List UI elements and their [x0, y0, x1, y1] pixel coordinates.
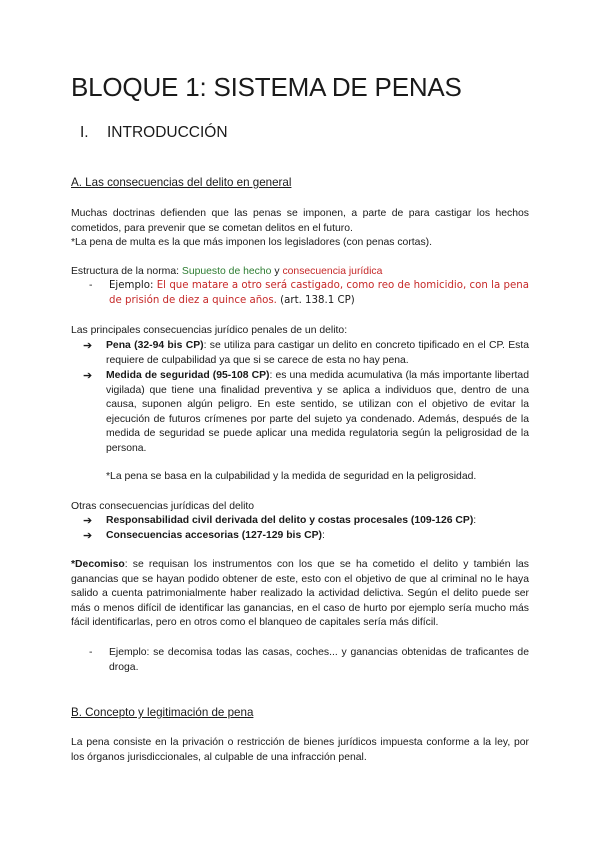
arrow-icon: ➔ — [83, 370, 93, 382]
page-title: BLOQUE 1: SISTEMA DE PENAS — [71, 72, 462, 102]
ejemplo-decomiso — [71, 646, 529, 675]
subsection-a-heading: A. Las consecuencias del delito en general — [71, 176, 292, 189]
subsection-b-heading: B. Concepto y legitimación de pena — [71, 706, 254, 719]
consecuencia-juridica: consecuencia jurídica — [282, 266, 383, 277]
accesorias-label: Consecuencias accesorias (127-129 bis CP) — [106, 530, 323, 541]
section-label: INTRODUCCIÓN — [107, 124, 228, 141]
arrow-icon: ➔ — [83, 530, 93, 542]
medida-description: : es una medida acumulativa (la más importante libertad vigilada) que tiene una finalidad preventiva y se aplica a individuos que, dentro de una causa, suponen algún peligro. En este sentido, se utilizan con el objetivo de evitar la ejecución de futuros crímenes por parte del sujeto ya condenado. Además, después de la medida de seguridad se puede aplicar una medida regulatoria según la peligrosidad de la persona. — [106, 370, 529, 454]
list-item-responsabilidad — [71, 514, 529, 529]
arrow-icon: ➔ — [83, 515, 93, 527]
otras-consecuencias-intro: Otras consecuencias jurídicas del delito — [71, 501, 255, 512]
ejemplo-homicidio-text — [109, 279, 529, 308]
responsabilidad-text — [106, 514, 529, 529]
accesorias-text — [106, 529, 529, 544]
ejemplo-quote: El que matare a otro será castigado, como reo de homicidio, con la pena de prisión de diez a quince años. — [109, 280, 529, 306]
dash-bullet: - — [89, 280, 93, 291]
estructura-and: y — [271, 266, 283, 277]
list-item-medida — [71, 369, 529, 457]
estructura-prefix: Estructura de la norma: — [71, 266, 182, 277]
decomiso-label: *Decomiso — [71, 559, 125, 570]
section-heading-introduccion — [80, 124, 228, 142]
principales-intro: Las principales consecuencias jurídico penales de un delito: — [71, 325, 348, 336]
ejemplo-ref: (art. 138.1 CP) — [276, 294, 355, 306]
responsabilidad-colon: : — [473, 515, 477, 526]
ejemplo-prefix: Ejemplo: — [109, 280, 157, 291]
paragraph-doctrinas: Muchas doctrinas defienden que las penas se imponen, a parte de para castigar los hechos cometidos, para prevenir que se cometan delitos en el futuro. — [71, 208, 529, 234]
list-item-accesorias — [71, 529, 529, 544]
ejemplo-homicidio — [71, 279, 529, 308]
paragraph-concepto-pena: La pena consiste en la privación o restricción de bienes jurídicos impuesta conforme a la ley, por los órganos jurisdiccionales, al culpable de una infracción penal. — [71, 737, 529, 763]
responsabilidad-label: Responsabilidad civil derivada del delito y costas procesales (109-126 CP) — [106, 515, 474, 526]
note-culpabilidad: *La pena se basa en la culpabilidad y la medida de seguridad en la peligrosidad. — [106, 471, 477, 482]
pena-label: Pena (32-94 bis CP) — [106, 340, 204, 351]
medida-label: Medida de seguridad (95-108 CP) — [106, 370, 270, 381]
supuesto-de-hecho: Supuesto de hecho — [181, 266, 272, 277]
accesorias-colon: : — [322, 530, 325, 541]
arrow-icon: ➔ — [83, 340, 93, 352]
dash-bullet: - — [89, 647, 93, 658]
note-pena-multa: *La pena de multa es la que más imponen los legisladores (con penas cortas). — [71, 237, 432, 248]
decomiso-description: : se requisan los instrumentos con los que se ha cometido el delito y también las ganancias que se hayan podido obtener de este, esto con el objetivo de que al criminal no le haya salido a cuenta patrimonialmente haber realizado la actividad delictiva. Según el delito puede ser más o menos difícil de identificar las ganancias, en el caso de hurto por ejemplo sería mucho más fácil identificarlas, pero en otros como el blanqueo de capitales sería más difícil. — [71, 559, 529, 629]
pena-description: : se utiliza para castigar un delito en concreto tipificado en el CP. Esta requiere de culpabilidad ya que si se carece de esta no hay pena. — [106, 340, 529, 366]
list-item-pena — [71, 339, 529, 368]
estructura-norma — [71, 265, 529, 280]
pena-text — [106, 339, 529, 368]
medida-text — [106, 369, 529, 457]
ejemplo-decomiso-text: Ejemplo: se decomisa todas las casas, coches... y ganancias obtenidas de traficantes de droga. — [109, 647, 529, 673]
section-number: I. — [80, 124, 89, 141]
paragraph-decomiso — [71, 558, 529, 631]
